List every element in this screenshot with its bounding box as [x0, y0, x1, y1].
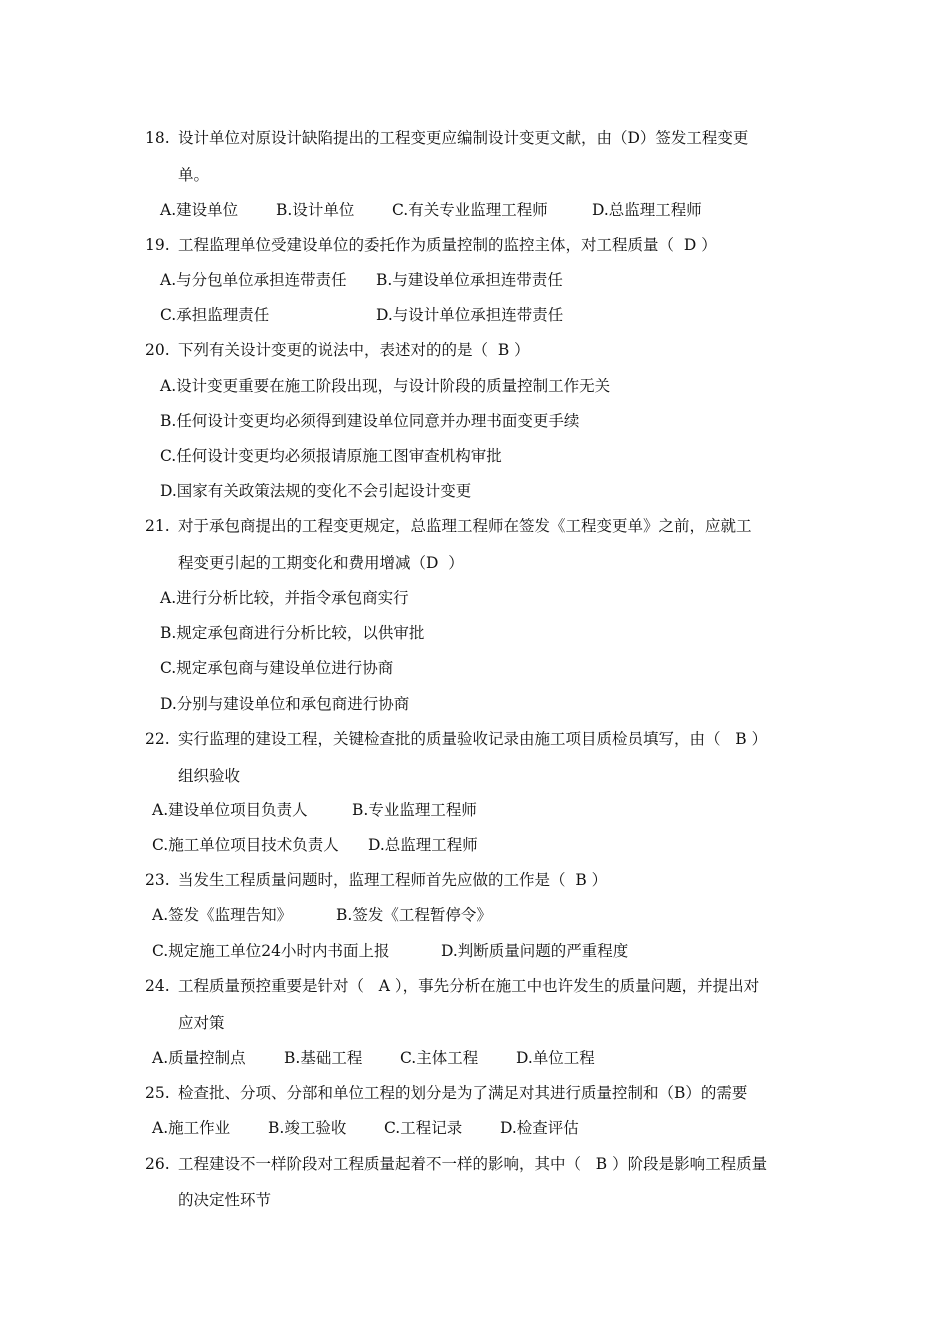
option-d: D.总监理工程师	[592, 201, 702, 219]
option-d: D.国家有关政策法规的变化不会引起设计变更	[160, 482, 472, 500]
question-number: 22.	[145, 730, 170, 748]
option-a: A.质量控制点	[152, 1049, 246, 1067]
question-number: 21.	[145, 517, 170, 535]
option-c: C.规定施工单位24小时内书面上报	[152, 942, 390, 960]
question-text: 检查批、分项、分部和单位工程的划分是为了满足对其进行质量控制和（B）的需要	[178, 1084, 748, 1102]
option-b: B.专业监理工程师	[352, 801, 477, 819]
option-b: B.签发《工程暂停令》	[336, 906, 492, 924]
question-text: 工程监理单位受建设单位的委托作为质量控制的监控主体，对工程质量（ D ）	[178, 236, 717, 254]
option-b: B.基础工程	[284, 1049, 363, 1067]
option-c: C.工程记录	[384, 1119, 463, 1137]
option-a: A.设计变更重要在施工阶段出现，与设计阶段的质量控制工作无关	[160, 377, 611, 395]
question-text: 应对策	[178, 1014, 225, 1032]
question-text: 对于承包商提出的工程变更规定，总监理工程师在签发《工程变更单》之前，应就工	[178, 517, 752, 535]
option-a: A.建设单位项目负责人	[152, 801, 308, 819]
option-d: D.总监理工程师	[368, 836, 478, 854]
option-a: A.建设单位	[160, 201, 239, 219]
option-a: A.签发《监理告知》	[152, 906, 293, 924]
option-c: C.规定承包商与建设单位进行协商	[160, 659, 394, 677]
option-d: D.与设计单位承担连带责任	[376, 306, 564, 324]
question-text: 组织验收	[178, 767, 241, 785]
option-a: A.进行分析比较，并指令承包商实行	[160, 589, 409, 607]
option-a: A.施工作业	[152, 1119, 231, 1137]
question-number: 18.	[145, 129, 170, 147]
question-text: 工程建设不一样阶段对工程质量起着不一样的影响，其中（ B ）阶段是影响工程质量	[178, 1155, 768, 1173]
option-c: C.主体工程	[400, 1049, 479, 1067]
question-text: 实行监理的建设工程，关键检查批的质量验收记录由施工项目质检员填写，由（ B ）	[178, 730, 768, 748]
question-text: 程变更引起的工期变化和费用增减（D ）	[178, 554, 464, 572]
question-number: 20.	[145, 341, 170, 359]
option-a: A.与分包单位承担连带责任	[160, 271, 347, 289]
question-text: 的决定性环节	[178, 1191, 272, 1209]
option-d: D.单位工程	[516, 1049, 595, 1067]
option-b: B.任何设计变更均必须得到建设单位同意并办理书面变更手续	[160, 412, 580, 430]
option-c: C.任何设计变更均必须报请原施工图审查机构审批	[160, 447, 502, 465]
option-b: B.与建设单位承担连带责任	[376, 271, 563, 289]
question-number: 23.	[145, 871, 170, 889]
question-text: 下列有关设计变更的说法中，表述对的的是（ B ）	[178, 341, 530, 359]
option-c: C.有关专业监理工程师	[392, 201, 548, 219]
option-c: C.承担监理责任	[160, 306, 270, 324]
question-text: 工程质量预控重要是针对（ A ），事先分析在施工中也许发生的质量问题，并提出对	[178, 977, 760, 995]
option-b: B.设计单位	[276, 201, 355, 219]
question-text: 当发生工程质量问题时，监理工程师首先应做的工作是（ B ）	[178, 871, 608, 889]
option-b: B.竣工验收	[268, 1119, 347, 1137]
option-d: D.判断质量问题的严重程度	[441, 942, 629, 960]
option-c: C.施工单位项目技术负责人	[152, 836, 339, 854]
option-d: D.检查评估	[500, 1119, 579, 1137]
option-b: B.规定承包商进行分析比较，以供审批	[160, 624, 425, 642]
question-number: 25.	[145, 1084, 170, 1102]
question-number: 19.	[145, 236, 170, 254]
question-text: 设计单位对原设计缺陷提出的工程变更应编制设计变更文献，由（D）签发工程变更	[178, 129, 749, 147]
option-d: D.分别与建设单位和承包商进行协商	[160, 695, 410, 713]
question-number: 24.	[145, 977, 170, 995]
question-number: 26.	[145, 1155, 170, 1173]
question-text: 单。	[178, 166, 210, 184]
